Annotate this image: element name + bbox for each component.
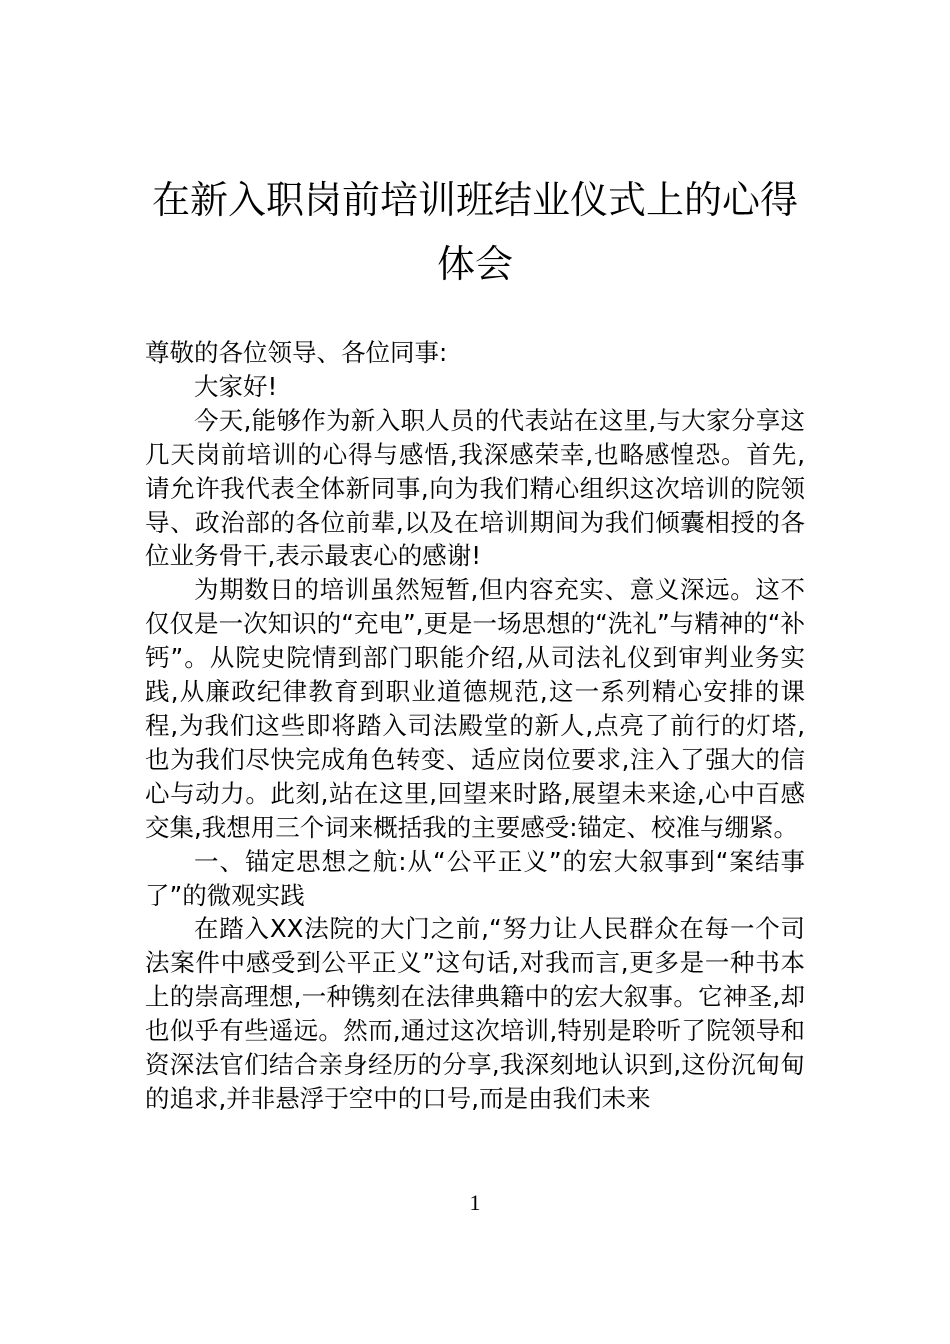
salutation: 尊敬的各位领导、各位同事: xyxy=(145,338,448,367)
body-paragraph: 在踏入XX法院的大门之前,“努力让人民群众在每一个司法案件中感受到公平正义”这句话,对我而言,更多是一种书本上的崇高理想,一种镌刻在法律典籍中的宏大叙事。它神圣,却也似乎有些遥远。然而,通过这次培训,特别是聆听了院领导和资深法官们结合亲身经历的分享,我深刻地认识到,这份沉甸甸的追求,并非悬浮于空中的口号,而是由我们未来 xyxy=(145,914,805,1113)
section-heading: 一、锚定思想之航:从“公平正义”的宏大叙事到“案结事了”的微观实践 xyxy=(145,846,805,910)
body-paragraph: 为期数日的培训虽然短暂,但内容充实、意义深远。这不仅仅是一次知识的“充电”,更是一场思想的“洗礼”与精神的“补钙”。从院史院情到部门职能介绍,从司法礼仪到审判业务实践,从廉政纪律教育到职业道德规范,这一系列精心安排的课程,为我们这些即将踏入司法殿堂的新人,点亮了前行的灯塔,也为我们尽快完成角色转变、适应岗位要求,注入了强大的信心与动力。此刻,站在这里,回望来时路,展望未来途,心中百感交集,我想用三个词来概括我的主要感受:锚定、校准与绷紧。 xyxy=(145,575,805,842)
body-paragraph: 今天,能够作为新入职人员的代表站在这里,与大家分享这几天岗前培训的心得与感悟,我深感荣幸,也略感惶恐。首先,请允许我代表全体新同事,向为我们精心组织这次培训的院领导、政治部的各位前辈,以及在培训期间为我们倾囊相授的各位业务骨干,表示最衷心的感谢! xyxy=(145,405,805,571)
greeting: 大家好! xyxy=(194,371,278,401)
document-title: 在新入职岗前培训班结业仪式上的心得体会 xyxy=(151,178,798,286)
document-body xyxy=(145,336,805,1116)
page-number: 1 xyxy=(469,1190,481,1215)
